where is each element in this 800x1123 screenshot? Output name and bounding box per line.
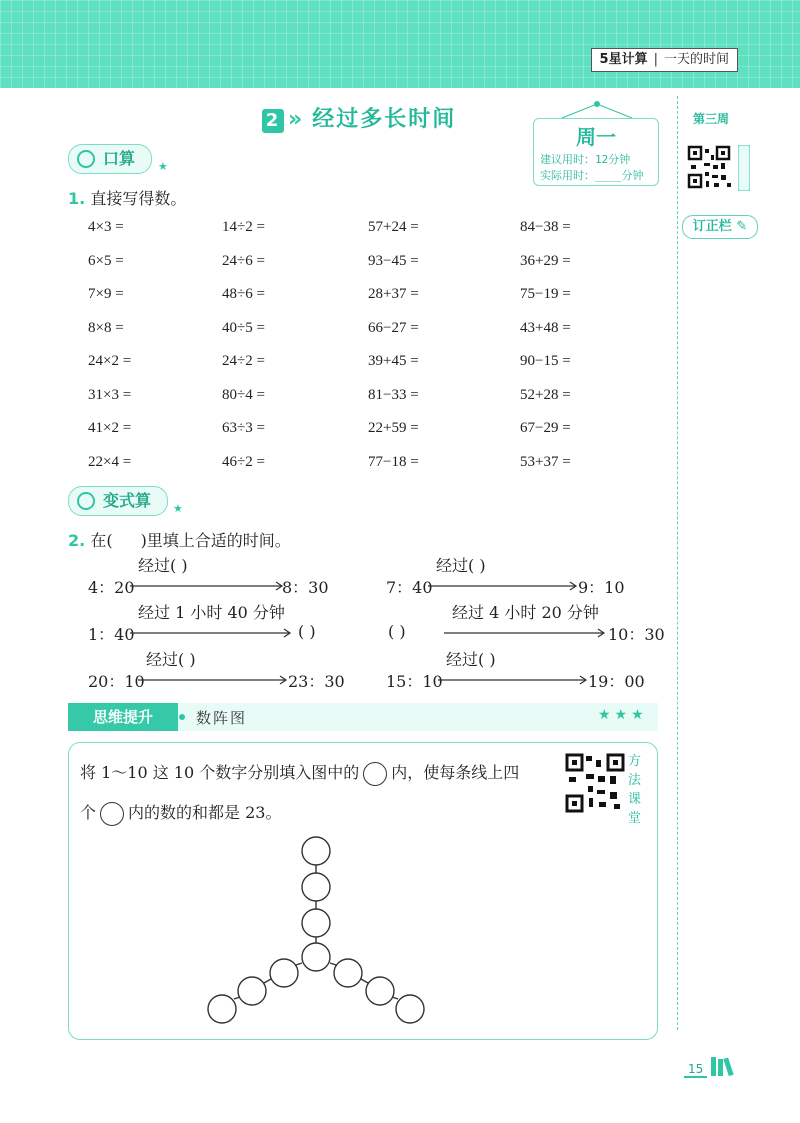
lesson-number: 2 xyxy=(262,109,284,133)
actual-time: 实际用时：____分钟 xyxy=(540,169,644,182)
number-circle[interactable] xyxy=(396,995,424,1023)
start-time: 4：20 xyxy=(88,578,135,597)
start-time: 15：10 xyxy=(386,672,443,691)
q2-number: 2. xyxy=(68,531,86,550)
equation-item: 57+24 = xyxy=(368,219,419,235)
equation-item: 24÷6 = xyxy=(222,252,265,269)
qr-tag-icon xyxy=(738,145,750,191)
number-circle[interactable] xyxy=(302,837,330,865)
puzzle-text-1a: 将 1～10 这 10 个数字分别填入图中的 xyxy=(80,763,360,782)
start-time: 1：40 xyxy=(88,625,135,644)
diagram-connector xyxy=(361,979,368,983)
equation-item: 77−18 = xyxy=(368,453,419,470)
end-time: ( ) xyxy=(298,622,316,641)
question-2 xyxy=(68,528,291,551)
header-band xyxy=(0,0,800,88)
elapsed-label: 经过( ) xyxy=(146,650,196,669)
elapsed-label: 经过( ) xyxy=(446,650,496,669)
puzzle-text-2b: 内的数的和都是 23。 xyxy=(128,803,282,822)
diagram-connector xyxy=(264,979,271,983)
elapsed-label: 经过 4 小时 20 分钟 xyxy=(452,603,599,622)
equation-item: 90−15 = xyxy=(520,353,571,369)
method-qr-code-icon[interactable] xyxy=(564,752,626,814)
suggested-time: 建议用时：12分钟 xyxy=(540,153,631,166)
star-icon: ★ xyxy=(158,160,168,173)
number-circle[interactable] xyxy=(302,873,330,901)
chevron-icon: » xyxy=(288,107,305,132)
week-day: 周一 xyxy=(576,125,616,149)
arrow-icon xyxy=(130,628,294,638)
equation-item: 7×9 = xyxy=(88,286,124,302)
card-hanger-icon xyxy=(560,100,640,120)
equation-item: 66−27 = xyxy=(368,319,419,336)
week-label: 第三周 xyxy=(693,112,730,126)
pencil-icon: ✎ xyxy=(731,219,748,234)
correction-label: 订正栏 xyxy=(692,219,732,234)
page-number: 15 xyxy=(684,1062,707,1078)
number-circle[interactable] xyxy=(270,959,298,987)
puzzle-line-1 xyxy=(80,760,519,786)
equation-item: 22+59 = xyxy=(368,420,419,436)
method-class-label: 方法课堂 xyxy=(628,754,642,826)
equation-item: 63÷3 = xyxy=(222,420,265,436)
equation-item: 46÷2 = xyxy=(222,453,265,470)
end-time: 23：30 xyxy=(288,672,345,691)
number-array-diagram xyxy=(200,825,450,1035)
section-variant-label: 变式算 xyxy=(103,491,152,510)
equation-item: 43+48 = xyxy=(520,319,571,336)
arrow-icon xyxy=(444,628,608,638)
sidebar-divider xyxy=(677,96,678,1030)
number-circle[interactable] xyxy=(302,909,330,937)
page-title xyxy=(262,102,456,133)
equation-item: 36+29 = xyxy=(520,252,571,269)
q2-text-b: )里填上合适的时间。 xyxy=(140,531,291,550)
qr-code-icon[interactable] xyxy=(687,145,737,191)
equation-item: 14÷2 = xyxy=(222,219,265,235)
arrow-icon xyxy=(428,581,580,591)
thinking-subtitle: 数阵图 xyxy=(196,709,248,727)
equation-item: 6×5 = xyxy=(88,252,124,269)
header-tag: 5星计算 | 一天的时间 xyxy=(591,48,738,72)
section-oral-label: 口算 xyxy=(103,149,136,168)
q1-text: 直接写得数。 xyxy=(90,189,187,208)
equation-item: 4×3 = xyxy=(88,219,124,235)
q2-text-a: 在( xyxy=(90,531,113,550)
correction-column-tag xyxy=(682,215,758,239)
equation-item: 75−19 = xyxy=(520,286,571,302)
target-icon xyxy=(77,492,95,510)
diagram-connector xyxy=(296,963,302,965)
timer-icon xyxy=(77,150,95,168)
number-circle[interactable] xyxy=(334,959,362,987)
elapsed-label: 经过 1 小时 40 分钟 xyxy=(138,603,285,622)
equation-item: 53+37 = xyxy=(520,453,571,470)
q1-number: 1. xyxy=(68,189,86,208)
lesson-title: 经过多长时间 xyxy=(312,107,457,132)
equation-item: 48÷6 = xyxy=(222,286,265,302)
arrow-icon xyxy=(130,581,286,591)
equation-item: 24÷2 = xyxy=(222,353,265,369)
diagram-connector xyxy=(330,963,336,965)
puzzle-text-1b: 内，使每条线上四 xyxy=(391,763,520,782)
circle-icon xyxy=(100,802,124,826)
arrow-icon xyxy=(438,675,590,685)
series-name: 5星计算 xyxy=(599,52,648,67)
end-time: 19：00 xyxy=(588,672,645,691)
number-circle[interactable] xyxy=(208,995,236,1023)
equation-item: 31×3 = xyxy=(88,386,132,403)
equation-item: 81−33 = xyxy=(368,386,419,403)
start-time: ( ) xyxy=(388,622,406,641)
end-time: 8：30 xyxy=(282,578,329,597)
puzzle-line-2 xyxy=(80,800,281,826)
arrow-icon xyxy=(138,675,290,685)
section-oral xyxy=(68,144,152,174)
equation-item: 41×2 = xyxy=(88,420,132,436)
difficulty-stars: ★★★ xyxy=(598,707,648,723)
number-circle[interactable] xyxy=(238,977,266,1005)
equation-item: 24×2 = xyxy=(88,353,132,369)
equation-item: 39+45 = xyxy=(368,353,419,369)
puzzle-text-2a: 个 xyxy=(80,803,97,822)
dot-icon xyxy=(176,711,188,723)
topic-name: 一天的时间 xyxy=(663,52,729,67)
number-circle[interactable] xyxy=(302,943,330,971)
section-variant xyxy=(68,486,168,516)
week-card xyxy=(533,118,659,186)
equation-item: 22×4 = xyxy=(88,453,132,470)
equation-item: 93−45 = xyxy=(368,252,419,269)
equation-item: 84−38 = xyxy=(520,219,571,235)
equation-item: 8×8 = xyxy=(88,319,124,336)
equation-item: 40÷5 = xyxy=(222,319,265,336)
question-1 xyxy=(68,186,186,209)
elapsed-label: 经过( ) xyxy=(436,556,486,575)
start-time: 20：10 xyxy=(88,672,145,691)
number-circle[interactable] xyxy=(366,977,394,1005)
elapsed-label: 经过( ) xyxy=(138,556,188,575)
books-icon xyxy=(710,1055,738,1077)
equation-item: 28+37 = xyxy=(368,286,419,302)
star-icon: ★ xyxy=(173,502,183,515)
end-time: 10：30 xyxy=(608,625,665,644)
equation-item: 67−29 = xyxy=(520,420,571,436)
equation-item: 52+28 = xyxy=(520,386,571,403)
circle-icon xyxy=(363,762,387,786)
thinking-label: 思维提升 xyxy=(68,703,178,731)
start-time: 7：40 xyxy=(386,578,433,597)
equation-item: 80÷4 = xyxy=(222,386,265,403)
end-time: 9：10 xyxy=(578,578,625,597)
